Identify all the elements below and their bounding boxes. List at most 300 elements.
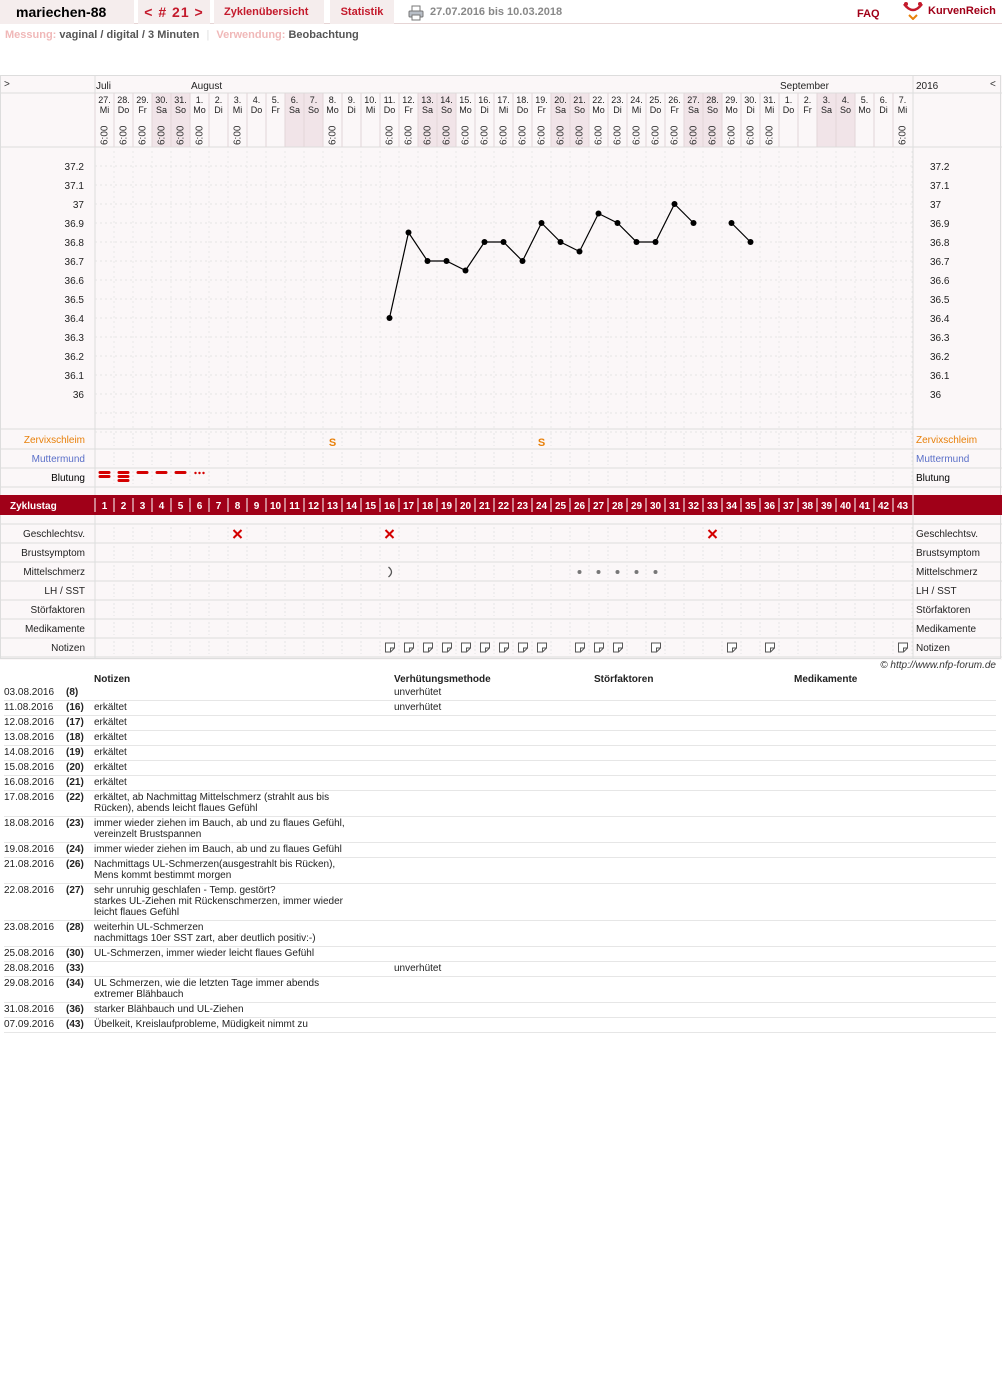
- cycle-day-number: 32: [687, 501, 700, 512]
- note-date: 29.08.2016: [4, 977, 66, 1003]
- cycle-day-number: 8: [234, 501, 241, 512]
- note-text: UL Schmerzen, wie die letzten Tage immer abends extremer Blähbauch: [94, 977, 394, 1003]
- date-label: 4.: [841, 95, 850, 105]
- row-label-notes: Notizen: [51, 643, 85, 654]
- weekday-label: Do: [649, 105, 662, 115]
- note-date: 11.08.2016: [4, 701, 66, 716]
- midpain-mark[interactable]: [578, 570, 582, 574]
- bleeding-mark[interactable]: [118, 479, 130, 482]
- date-label: 10.: [364, 95, 377, 105]
- y-tick-label-left: 36.9: [64, 219, 84, 230]
- cycle-day-number: 22: [497, 501, 510, 512]
- table-row: [4, 731, 996, 746]
- note-factors: [594, 962, 794, 977]
- weekday-label: So: [440, 105, 453, 115]
- table-row: [4, 701, 996, 716]
- y-tick-label-left: 36.8: [64, 238, 84, 249]
- date-label: 30.: [744, 95, 757, 105]
- note-factors: [594, 701, 794, 716]
- row-label-meds: Medikamente: [24, 624, 85, 635]
- date-label: 23.: [611, 95, 624, 105]
- header-notes: Notizen: [94, 673, 131, 685]
- midpain-mark[interactable]: [597, 570, 601, 574]
- y-tick-label-right: 36.3: [930, 333, 950, 344]
- table-row: [4, 921, 996, 947]
- y-tick-label-left: 36.1: [64, 371, 84, 382]
- date-label: 6.: [290, 95, 299, 105]
- row-label-lh: LH / SST: [44, 586, 85, 597]
- bleeding-spot-mark[interactable]: [198, 472, 200, 474]
- date-range: 27.07.2016 bis 10.03.2018: [430, 6, 563, 18]
- table-row: [4, 776, 996, 791]
- note-date: 19.08.2016: [4, 843, 66, 858]
- cycle-day-number: 31: [668, 501, 681, 512]
- note-method: [394, 977, 594, 1003]
- header-date: [4, 672, 66, 686]
- cycle-day-number: 9: [253, 501, 260, 512]
- cycle-day-number: 35: [744, 501, 757, 512]
- weekday-label: So: [706, 105, 719, 115]
- cycle-day-number: 7: [215, 501, 222, 512]
- note-meds: [794, 843, 996, 858]
- measure-time-label: 6:00: [498, 125, 510, 145]
- date-label: 29.: [136, 95, 149, 105]
- row-label-right-meds: Medikamente: [916, 624, 977, 635]
- weekday-label: Do: [250, 105, 263, 115]
- weekday-label: Mo: [725, 105, 738, 115]
- note-meds: [794, 746, 996, 761]
- temperature-point[interactable]: [406, 230, 412, 236]
- note-method: [394, 1018, 594, 1033]
- table-row: [4, 843, 996, 858]
- date-label: 25.: [649, 95, 662, 105]
- note-cycle-day: (43): [66, 1018, 94, 1033]
- note-method: [394, 843, 594, 858]
- weekday-label: So: [307, 105, 320, 115]
- weekday-label: So: [573, 105, 586, 115]
- date-label: 7.: [309, 95, 318, 105]
- note-date: 03.08.2016: [4, 686, 66, 701]
- measure-time-label: 6:00: [422, 125, 434, 145]
- measure-time-label: 6:00: [688, 125, 700, 145]
- note-factors: [594, 858, 794, 884]
- weekday-label: So: [839, 105, 852, 115]
- weekday-label: Fr: [138, 105, 147, 115]
- measure-time-label: 6:00: [745, 125, 757, 145]
- note-method: [394, 1003, 594, 1018]
- note-text: UL-Schmerzen, immer wieder leicht flaues Gefühl: [94, 947, 394, 962]
- y-tick-label-left: 36.2: [64, 352, 84, 363]
- cycle-day-number: 20: [459, 501, 472, 512]
- cycle-day-number: 6: [196, 501, 203, 512]
- weekday-label: Do: [516, 105, 529, 115]
- note-date: 16.08.2016: [4, 776, 66, 791]
- note-meds: [794, 731, 996, 746]
- cycle-day-number: 39: [820, 501, 833, 512]
- note-text: erkältet: [94, 716, 394, 731]
- note-text: Übelkeit, Kreislaufprobleme, Müdigkeit nimmt zu: [94, 1018, 394, 1033]
- note-meds: [794, 921, 996, 947]
- date-label: 1.: [784, 95, 793, 105]
- weekday-label: Sa: [421, 105, 434, 115]
- cycle-day-number: 5: [177, 501, 184, 512]
- row-label-intercourse: Geschlechtsv.: [22, 529, 85, 540]
- weekday-label: Fr: [537, 105, 546, 115]
- table-row: [4, 761, 996, 776]
- cervix-mark[interactable]: S: [537, 437, 546, 449]
- cycle-day-number: 43: [896, 501, 909, 512]
- cycle-day-number: 41: [858, 501, 871, 512]
- table-row: [4, 791, 996, 817]
- note-meds: [794, 817, 996, 843]
- weekday-label: Mi: [365, 105, 376, 115]
- faq-link[interactable]: FAQ: [857, 8, 880, 20]
- weekday-label: Di: [879, 105, 888, 115]
- note-date: 15.08.2016: [4, 761, 66, 776]
- cycle-day-number: 15: [364, 501, 377, 512]
- table-row: [4, 962, 996, 977]
- note-method: [394, 921, 594, 947]
- note-factors: [594, 1003, 794, 1018]
- row-label-cervix_pos: Muttermund: [31, 454, 85, 465]
- note-date: 23.08.2016: [4, 921, 66, 947]
- cycle-day-number: 40: [839, 501, 852, 512]
- date-label: 3.: [233, 95, 242, 105]
- date-label: 28.: [117, 95, 130, 105]
- measure-time-label: 6:00: [460, 125, 472, 145]
- chart-nav-prev[interactable]: >: [4, 79, 10, 90]
- date-label: 31.: [763, 95, 776, 105]
- note-cycle-day: (16): [66, 701, 94, 716]
- temperature-point[interactable]: [558, 239, 564, 245]
- measure-time-label: 6:00: [707, 125, 719, 145]
- temperature-point[interactable]: [463, 268, 469, 274]
- cycle-day-number: 4: [158, 501, 165, 512]
- note-method: unverhütet: [394, 962, 594, 977]
- measure-time-label: 6:00: [441, 125, 453, 145]
- copyright: © http://www.nfp-forum.de: [880, 660, 996, 671]
- bleeding-spot-mark[interactable]: [194, 472, 196, 474]
- y-tick-label-right: 36.2: [930, 352, 950, 363]
- month-label: August: [191, 81, 223, 92]
- note-cycle-day: (26): [66, 858, 94, 884]
- cycle-chart-svg: [0, 75, 1002, 660]
- note-method: [394, 817, 594, 843]
- midpain-mark[interactable]: [654, 570, 658, 574]
- temperature-point[interactable]: [425, 258, 431, 264]
- table-row: [4, 884, 996, 921]
- note-factors: [594, 947, 794, 962]
- date-label: 12.: [402, 95, 415, 105]
- note-factors: [594, 761, 794, 776]
- note-method: unverhütet: [394, 686, 594, 701]
- y-tick-label-left: 37: [72, 200, 84, 211]
- y-tick-label-right: 37.2: [930, 162, 950, 173]
- note-text: erkältet: [94, 746, 394, 761]
- table-row: [4, 1018, 996, 1033]
- cycle-day-number: 21: [478, 501, 491, 512]
- measure-time-label: 6:00: [403, 125, 415, 145]
- header-day: [66, 672, 94, 686]
- note-cycle-day: (28): [66, 921, 94, 947]
- cycle-day-number: 19: [440, 501, 453, 512]
- temperature-point[interactable]: [501, 239, 507, 245]
- logo-text[interactable]: KurvenReich: [928, 5, 996, 17]
- printer-icon[interactable]: [408, 5, 424, 24]
- weekday-label: Di: [347, 105, 356, 115]
- note-text: [94, 962, 394, 977]
- note-method: [394, 791, 594, 817]
- note-text: sehr unruhig geschlafen - Temp. gestört? starkes UL-Ziehen mit Rückenschmerzen, immer wieder leicht flaues Gefühl: [94, 884, 394, 921]
- y-tick-label-right: 36.1: [930, 371, 950, 382]
- note-meds: [794, 947, 996, 962]
- cycle-day-number: 26: [573, 501, 586, 512]
- y-tick-label-right: 36.9: [930, 219, 950, 230]
- note-method: [394, 761, 594, 776]
- note-meds: [794, 686, 996, 701]
- date-label: 21.: [573, 95, 586, 105]
- table-row: [4, 716, 996, 731]
- measure-time-label: 6:00: [99, 125, 111, 145]
- note-date: 17.08.2016: [4, 791, 66, 817]
- row-label-right-cervix: Zervixschleim: [916, 435, 978, 446]
- weekday-label: Fr: [271, 105, 280, 115]
- weekday-label: Mi: [897, 105, 908, 115]
- bleeding-mark[interactable]: [175, 471, 187, 474]
- note-cycle-day: (20): [66, 761, 94, 776]
- y-tick-label-right: 36: [930, 390, 942, 401]
- note-factors: [594, 977, 794, 1003]
- measure-time-label: 6:00: [593, 125, 605, 145]
- header-meds: Medikamente: [794, 673, 858, 685]
- cervix-mark[interactable]: S: [328, 437, 337, 449]
- cycle-day-number: 2: [120, 501, 127, 512]
- note-factors: [594, 921, 794, 947]
- note-factors: [594, 791, 794, 817]
- temperature-point[interactable]: [577, 249, 583, 255]
- weekday-label: Mi: [764, 105, 775, 115]
- note-meds: [794, 1018, 996, 1033]
- note-text: erkältet: [94, 776, 394, 791]
- weekday-label: Mi: [631, 105, 642, 115]
- bleeding-mark[interactable]: [118, 471, 130, 474]
- midpain-mark[interactable]: [616, 570, 620, 574]
- note-cycle-day: (8): [66, 686, 94, 701]
- cycle-day-number: 33: [706, 501, 719, 512]
- note-cycle-day: (18): [66, 731, 94, 746]
- note-date: 31.08.2016: [4, 1003, 66, 1018]
- note-text: immer wieder ziehen im Bauch, ab und zu flaues Gefühl, vereinzelt Brustspannen: [94, 817, 394, 843]
- temperature-point[interactable]: [691, 220, 697, 226]
- temperature-point[interactable]: [672, 201, 678, 207]
- measure-time-label: 6:00: [764, 125, 776, 145]
- temperature-point[interactable]: [748, 239, 754, 245]
- cycle-navigator[interactable]: < # 21 >: [138, 0, 210, 24]
- weekday-label: Mo: [459, 105, 472, 115]
- date-label: 11.: [383, 95, 396, 105]
- note-date: 18.08.2016: [4, 817, 66, 843]
- temperature-point[interactable]: [653, 239, 659, 245]
- row-label-right-disturb: Störfaktoren: [916, 605, 971, 616]
- date-label: 8.: [328, 95, 337, 105]
- weekday-label: Di: [480, 105, 489, 115]
- table-row: [4, 817, 996, 843]
- note-method: [394, 884, 594, 921]
- bleeding-mark[interactable]: [99, 471, 111, 474]
- date-label: 24.: [630, 95, 643, 105]
- bleeding-mark[interactable]: [118, 475, 130, 478]
- weekday-label: Di: [214, 105, 223, 115]
- temperature-point[interactable]: [444, 258, 450, 264]
- measure-time-label: 6:00: [536, 125, 548, 145]
- weekday-label: Sa: [687, 105, 700, 115]
- cycle-day-number: 28: [611, 501, 624, 512]
- measure-time-label: 6:00: [612, 125, 624, 145]
- note-meds: [794, 776, 996, 791]
- table-row: [4, 977, 996, 1003]
- measure-time-label: 6:00: [137, 125, 149, 145]
- cycle-chart: [0, 75, 1002, 660]
- row-label-right-notes: Notizen: [916, 643, 950, 654]
- measure-time-label: 6:00: [669, 125, 681, 145]
- note-factors: [594, 746, 794, 761]
- row-label-right-cervix_pos: Muttermund: [916, 454, 970, 465]
- temperature-point[interactable]: [539, 220, 545, 226]
- note-text: erkältet: [94, 731, 394, 746]
- temperature-point[interactable]: [520, 258, 526, 264]
- notes-table: [4, 672, 996, 1033]
- temperature-point[interactable]: [387, 315, 393, 321]
- note-cycle-day: (21): [66, 776, 94, 791]
- note-meds: [794, 791, 996, 817]
- y-tick-label-right: 36.5: [930, 295, 950, 306]
- date-label: 27.: [687, 95, 700, 105]
- note-cycle-day: (33): [66, 962, 94, 977]
- header-method: Verhütungsmethode: [394, 673, 491, 685]
- bleeding-mark[interactable]: [99, 475, 111, 478]
- note-date: 14.08.2016: [4, 746, 66, 761]
- measure-time-label: 6:00: [574, 125, 586, 145]
- measure-time-label: 6:00: [194, 125, 206, 145]
- note-meds: [794, 962, 996, 977]
- bleeding-mark[interactable]: [137, 471, 149, 474]
- weekday-label: Do: [117, 105, 130, 115]
- date-label: 3.: [822, 95, 831, 105]
- temperature-point[interactable]: [482, 239, 488, 245]
- measure-time-label: 6:00: [156, 125, 168, 145]
- weekday-label: Di: [746, 105, 755, 115]
- row-label-midpain: Mittelschmerz: [23, 567, 85, 578]
- y-tick-label-right: 36.8: [930, 238, 950, 249]
- note-text: erkältet: [94, 761, 394, 776]
- note-method: [394, 858, 594, 884]
- measure-time-label: 6:00: [384, 125, 396, 145]
- measurement-label: Messung:: [5, 29, 57, 41]
- note-cycle-day: (23): [66, 817, 94, 843]
- note-factors: [594, 884, 794, 921]
- date-label: 22.: [592, 95, 605, 105]
- table-row: [4, 947, 996, 962]
- date-label: 4.: [252, 95, 261, 105]
- row-label-breast: Brustsymptom: [21, 548, 85, 559]
- weekday-label: Mo: [858, 105, 871, 115]
- year-label: 2016: [916, 81, 939, 92]
- date-label: 14.: [440, 95, 453, 105]
- note-date: 13.08.2016: [4, 731, 66, 746]
- row-label-right-lh: LH / SST: [916, 586, 957, 597]
- date-label: 2.: [214, 95, 223, 105]
- note-cycle-day: (36): [66, 1003, 94, 1018]
- y-tick-label-left: 36: [72, 390, 84, 401]
- note-factors: [594, 843, 794, 858]
- temperature-point[interactable]: [729, 220, 735, 226]
- measure-time-label: 6:00: [555, 125, 567, 145]
- table-row: [4, 1003, 996, 1018]
- kurvenreich-logo-icon[interactable]: [902, 0, 924, 24]
- y-tick-label-right: 36.4: [930, 314, 950, 325]
- note-meds: [794, 701, 996, 716]
- date-label: 5.: [860, 95, 869, 105]
- measure-time-label: 6:00: [232, 125, 244, 145]
- note-text: starker Blähbauch und UL-Ziehen: [94, 1003, 394, 1018]
- note-method: [394, 746, 594, 761]
- tab-statistics[interactable]: Statistik: [330, 0, 394, 24]
- weekday-label: Mo: [193, 105, 206, 115]
- y-tick-label-right: 37: [930, 200, 942, 211]
- note-cycle-day: (24): [66, 843, 94, 858]
- date-label: 16.: [478, 95, 491, 105]
- date-label: 28.: [706, 95, 719, 105]
- note-factors: [594, 1018, 794, 1033]
- measure-time-label: 6:00: [517, 125, 529, 145]
- note-date: 21.08.2016: [4, 858, 66, 884]
- date-label: 29.: [725, 95, 738, 105]
- note-method: [394, 776, 594, 791]
- temperature-point[interactable]: [634, 239, 640, 245]
- midpain-mark[interactable]: [635, 570, 639, 574]
- chart-nav-next[interactable]: <: [990, 79, 996, 90]
- measure-time-label: 6:00: [631, 125, 643, 145]
- usage-value: Beobachtung: [288, 29, 359, 41]
- cycle-day-number: 42: [877, 501, 890, 512]
- cycle-day-number: 14: [345, 501, 358, 512]
- row-label-bleeding: Blutung: [51, 473, 85, 484]
- measure-time-label: 6:00: [327, 125, 339, 145]
- cycle-day-number: 16: [383, 501, 396, 512]
- date-label: 9.: [347, 95, 356, 105]
- temperature-point[interactable]: [615, 220, 621, 226]
- date-label: 1.: [195, 95, 204, 105]
- cycle-day-number: 3: [139, 501, 146, 512]
- bleeding-mark[interactable]: [156, 471, 168, 474]
- cycle-day-number: 12: [307, 501, 320, 512]
- temperature-point[interactable]: [596, 211, 602, 217]
- note-factors: [594, 716, 794, 731]
- cycle-day-number: 38: [801, 501, 814, 512]
- y-tick-label-left: 37.1: [64, 181, 84, 192]
- bleeding-spot-mark[interactable]: [202, 472, 204, 474]
- weekday-label: Mi: [99, 105, 110, 115]
- cycle-day-number: 25: [554, 501, 567, 512]
- table-row: [4, 746, 996, 761]
- note-meds: [794, 761, 996, 776]
- date-label: 26.: [668, 95, 681, 105]
- tab-cycle-overview[interactable]: Zyklenübersicht: [214, 0, 324, 24]
- y-tick-label-right: 36.6: [930, 276, 950, 287]
- row-label-right-breast: Brustsymptom: [916, 548, 980, 559]
- note-meds: [794, 977, 996, 1003]
- top-navigation: [0, 0, 1002, 24]
